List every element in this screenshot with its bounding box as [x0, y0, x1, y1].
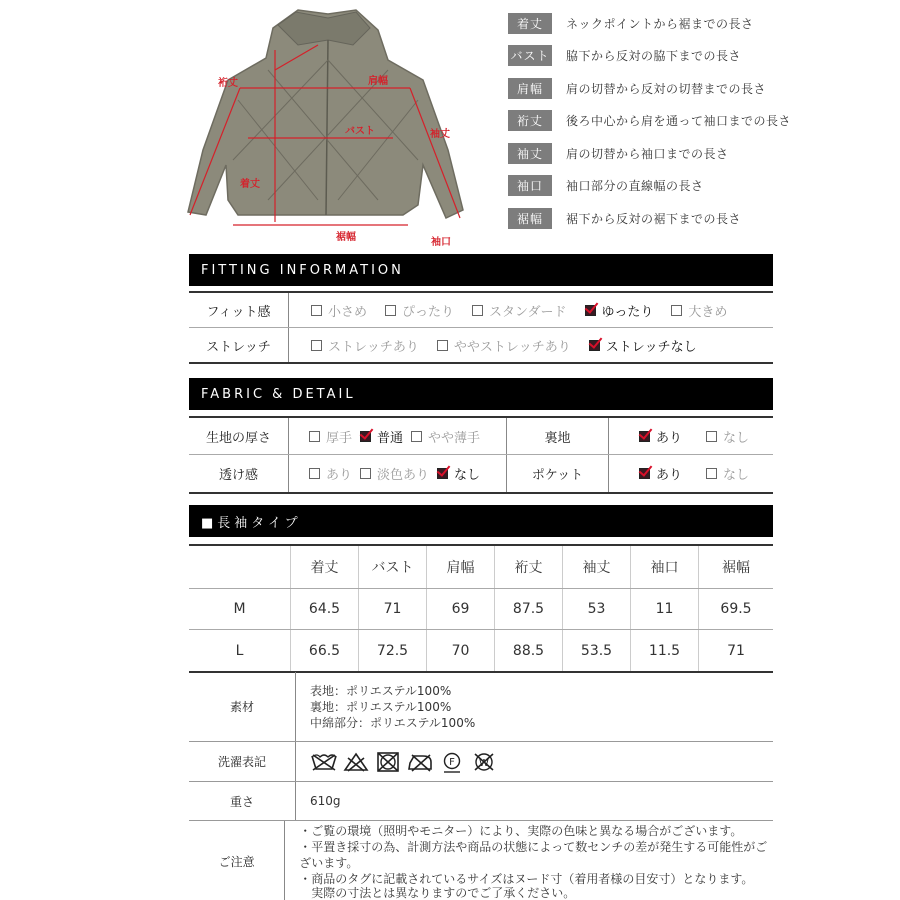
- size-chart-header: ■長袖タイプ: [189, 505, 773, 537]
- legend-row: [508, 77, 808, 99]
- measurement-legend: [508, 12, 808, 240]
- notes-value: [285, 821, 773, 900]
- option-yaya-usude: やや薄手: [411, 427, 480, 446]
- legend-chip: 着丈: [508, 13, 552, 34]
- option-stretch-nashi: ストレッチなし: [589, 336, 697, 355]
- svg-text:W: W: [479, 757, 489, 769]
- legend-row: [508, 12, 808, 34]
- no-bleach-icon: [342, 751, 370, 773]
- option-sheer-light: 淡色あり: [360, 464, 429, 483]
- no-wash-icon: [310, 751, 338, 773]
- label-sodetake: 袖丈: [430, 129, 450, 140]
- fit-row: [189, 293, 773, 328]
- size-cell: 69: [427, 589, 495, 629]
- legend-chip: 裾幅: [508, 208, 552, 229]
- legend-chip: 肩幅: [508, 78, 552, 99]
- stretch-row: [189, 328, 773, 362]
- size-cell: 66.5: [291, 630, 359, 671]
- care-symbols: [296, 742, 498, 781]
- size-cell: 70: [427, 630, 495, 671]
- legend-row: [508, 207, 808, 229]
- option-pittari: ぴったり: [385, 301, 454, 320]
- checked-checkbox-icon: [639, 431, 650, 442]
- size-cell: 72.5: [359, 630, 427, 671]
- jacket-measurement-diagram: [178, 0, 468, 248]
- size-header-row: [189, 546, 773, 589]
- size-header-cell: 着丈: [291, 546, 359, 588]
- label-yuki: 裄丈: [218, 78, 238, 89]
- jacket-illustration: [178, 0, 468, 248]
- label-katahaba: 肩幅: [368, 76, 388, 87]
- size-cell: 69.5: [720, 601, 752, 617]
- legend-desc: ネックポイントから裾までの長さ: [566, 16, 754, 31]
- legend-desc: 裾下から反対の裾下までの長さ: [566, 211, 742, 226]
- note-line: ・平置き採寸の為、計測方法や商品の状態によって数センチの差が発生する可能性がございます。: [299, 840, 768, 870]
- checkbox-icon: [309, 468, 320, 479]
- lining-options: [609, 418, 767, 454]
- label-susohaba: 裾幅: [336, 232, 356, 243]
- size-header-cell: 袖口: [631, 546, 699, 588]
- sheerness-options: [289, 455, 507, 492]
- checkbox-icon: [671, 305, 682, 316]
- sheerness-label: 透け感: [189, 455, 289, 492]
- fabric-detail-header: FABRIC & DETAIL: [189, 378, 773, 410]
- option-sheer-ari: あり: [309, 464, 352, 483]
- label-sodeguchi: 袖口: [431, 237, 451, 248]
- fabric-row: [189, 455, 773, 492]
- legend-desc: 肩の切替から反対の切替までの長さ: [566, 81, 767, 96]
- lining-label: 裏地: [507, 418, 609, 454]
- size-header-cell: 袖丈: [563, 546, 631, 588]
- size-cell: 64.5: [291, 589, 359, 629]
- checkbox-icon: [385, 305, 396, 316]
- size-header-cell: 肩幅: [427, 546, 495, 588]
- fit-options: [289, 293, 745, 327]
- size-header-cell: [189, 546, 291, 588]
- legend-desc: 肩の切替から袖口までの長さ: [566, 146, 729, 161]
- fitting-table: [189, 291, 773, 364]
- pocket-options: [609, 455, 767, 492]
- legend-chip: 袖口: [508, 175, 552, 196]
- product-details: [189, 672, 773, 900]
- legend-row: [508, 45, 808, 67]
- legend-row: [508, 175, 808, 197]
- weight-label: 重さ: [189, 782, 296, 820]
- dry-clean-f-icon: [438, 751, 466, 773]
- note-line: ・商品のタグに記載されているサイズはヌード寸（着用者様の目安寸）となります。: [299, 872, 754, 886]
- option-atsude: 厚手: [309, 427, 352, 446]
- checkbox-icon: [706, 431, 717, 442]
- option-lining-nashi: なし: [706, 427, 749, 446]
- checked-checkbox-icon: [437, 468, 448, 479]
- weight-value: 610g: [310, 794, 341, 808]
- material-row: [189, 672, 773, 742]
- checkbox-icon: [311, 340, 322, 351]
- stretch-options: [289, 328, 715, 362]
- size-cell: M: [189, 589, 291, 629]
- size-row-l: [189, 630, 773, 671]
- weight-row: [189, 782, 773, 821]
- checkbox-icon: [311, 305, 322, 316]
- option-ookime: 大きめ: [671, 301, 727, 320]
- no-iron-icon: [406, 751, 434, 773]
- notes-row: [189, 821, 773, 900]
- thickness-label: 生地の厚さ: [189, 418, 289, 454]
- option-yaya-stretch: ややストレッチあり: [437, 336, 571, 355]
- option-chiisame: 小さめ: [311, 301, 367, 320]
- notes-label: ご注意: [189, 821, 285, 900]
- size-cell: 71: [359, 589, 427, 629]
- checked-checkbox-icon: [585, 305, 596, 316]
- size-header-cell: 裄丈: [495, 546, 563, 588]
- material-line: 中綿部分：ポリエステル100%: [310, 715, 476, 730]
- fit-label: フィット感: [189, 293, 289, 327]
- size-cell: 71: [727, 642, 745, 659]
- note-line: 実際の寸法とは異なりますのでご了承ください。: [299, 886, 576, 900]
- note-line: ・ご覧の環境（照明やモニター）により、実際の色味と異なる場合がございます。: [299, 824, 743, 838]
- checkbox-icon: [706, 468, 717, 479]
- checkbox-icon: [309, 431, 320, 442]
- label-kitake: 着丈: [240, 179, 260, 190]
- size-cell: 11: [631, 589, 699, 629]
- checked-checkbox-icon: [589, 340, 600, 351]
- legend-row: [508, 110, 808, 132]
- fabric-table: [189, 416, 773, 494]
- size-cell: 53: [563, 589, 631, 629]
- size-header-cell: 裾幅: [722, 560, 750, 576]
- legend-row: [508, 142, 808, 164]
- option-sheer-nashi: なし: [437, 464, 480, 483]
- thickness-options: [289, 418, 507, 454]
- checked-checkbox-icon: [360, 431, 371, 442]
- pocket-label: ポケット: [507, 455, 609, 492]
- material-label: 素材: [189, 672, 296, 741]
- size-table: [189, 544, 773, 673]
- no-tumble-dry-icon: [374, 751, 402, 773]
- fabric-row: [189, 418, 773, 455]
- size-row-m: [189, 589, 773, 630]
- legend-desc: 袖口部分の直線幅の長さ: [566, 179, 704, 193]
- size-cell: 11.5: [631, 630, 699, 671]
- checkbox-icon: [360, 468, 371, 479]
- option-yuttari: ゆったり: [585, 301, 654, 320]
- legend-chip: 袖丈: [508, 143, 552, 164]
- option-pocket-nashi: なし: [706, 464, 749, 483]
- option-standard: スタンダード: [472, 301, 566, 320]
- checkbox-icon: [411, 431, 422, 442]
- checkbox-icon: [472, 305, 483, 316]
- checked-checkbox-icon: [639, 468, 650, 479]
- size-cell: 88.5: [495, 630, 563, 671]
- material-line: 裏地：ポリエステル100%: [310, 699, 452, 714]
- option-futsuu: 普通: [360, 427, 403, 446]
- option-pocket-ari: あり: [639, 464, 682, 483]
- no-wet-clean-icon: [470, 751, 498, 773]
- fitting-information-header: FITTING INFORMATION: [189, 254, 773, 286]
- size-cell: 87.5: [495, 589, 563, 629]
- legend-chip: バスト: [508, 45, 552, 66]
- label-bust: バスト: [345, 126, 375, 137]
- care-row: [189, 742, 773, 782]
- care-label: 洗濯表記: [189, 742, 296, 781]
- option-lining-ari: あり: [639, 427, 682, 446]
- stretch-label: ストレッチ: [189, 328, 289, 362]
- size-header-cell: バスト: [359, 546, 427, 588]
- legend-desc: 後ろ中心から肩を通って袖口までの長さ: [566, 114, 792, 128]
- svg-text:F: F: [449, 756, 455, 768]
- material-line: 表地：ポリエステル100%: [310, 683, 452, 698]
- size-cell: L: [189, 630, 291, 671]
- legend-chip: 裄丈: [508, 110, 552, 131]
- legend-desc: 脇下から反対の脇下までの長さ: [566, 49, 742, 63]
- option-stretch-ari: ストレッチあり: [311, 336, 419, 355]
- size-cell: 53.5: [563, 630, 631, 671]
- material-value: [296, 672, 475, 741]
- checkbox-icon: [437, 340, 448, 351]
